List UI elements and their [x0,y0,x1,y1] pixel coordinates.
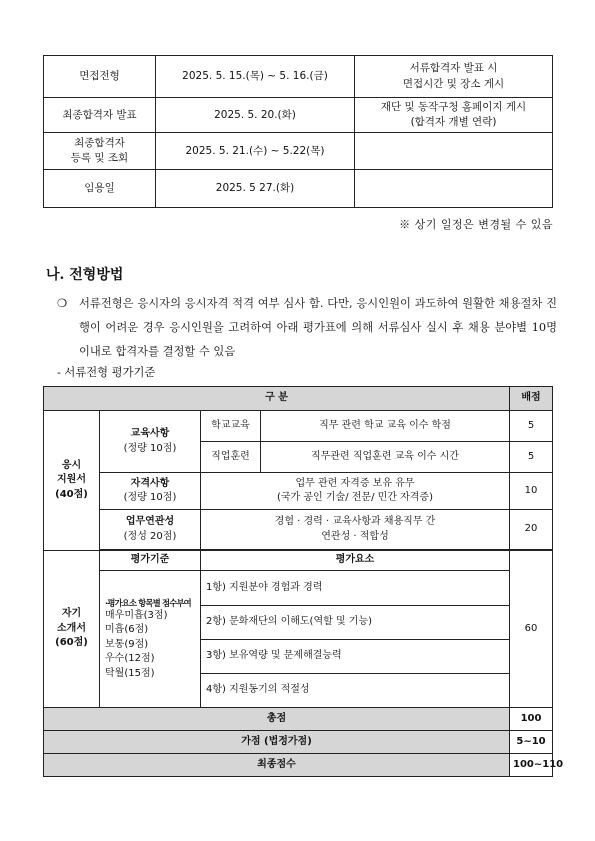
bonus-value: 5~10 [510,731,553,754]
group-application: 응시 지원서 (40점) [44,411,100,551]
schedule-note [355,170,553,208]
schedule-stage: 면접전형 [44,56,156,98]
education-label: 교육사항 (정량 10점) [100,411,201,473]
schedule-date: 2025. 5. 15.(목) ~ 5. 16.(금) [156,56,355,98]
schedule-note: 서류합격자 발표 시 면접시간 및 장소 게시 [355,56,553,98]
table-row [44,411,553,442]
evaluation-table [43,386,564,777]
eval-element: 4항) 지원동기의 적절성 [201,674,510,708]
table-header-row [44,387,553,411]
total-value: 100 [510,708,553,731]
eval-element: 2항) 문화재단의 이해도(역할 및 기능) [201,606,510,640]
education-type: 학교교육 [201,411,261,442]
table-row [44,56,553,98]
schedule-note: 재단 및 동작구청 홈페이지 게시 (합격자 개별 연락) [355,98,553,133]
education-score: 5 [510,411,553,442]
experience-score: 20 [510,510,553,550]
elements-header: 평가요소 [201,551,510,571]
criteria-header: 평가기준 [100,551,201,571]
schedule-date: 2025. 5. 21.(수) ~ 5.22(목) [156,133,355,170]
table-row [44,98,553,133]
total-row [44,708,553,731]
final-label: 최종점수 [44,754,510,777]
qualification-desc: 업무 관련 자격증 보유 유무 (국가 공인 기술/ 전문/ 민간 자격증) [201,473,510,510]
experience-desc: 경험 · 경력 · 교육사항과 채용직무 간 연관성 · 적합성 [201,510,510,550]
bonus-label: 가점 (법정가점) [44,731,510,754]
schedule-note [355,133,553,170]
table-row [44,571,553,606]
header-category: 구 분 [44,387,510,411]
experience-label: 업무연관성 (정성 20점) [100,510,201,550]
table-row [44,170,553,208]
schedule-stage: 최종합격자 발표 [44,98,156,133]
table-row [44,473,553,510]
table-row [44,551,553,571]
eval-element: 3항) 보유역량 및 문제해결능력 [201,640,510,674]
schedule-stage: 최종합격자 등록 및 조회 [44,133,156,170]
schedule-footnote: ※ 상기 일정은 변경될 수 있음 [399,218,553,231]
schedule-stage: 임용일 [44,170,156,208]
education-desc: 직무관련 직업훈련 교육 이수 시간 [261,442,510,473]
schedule-table [43,55,553,208]
section-title: 나. 전형방법 [46,267,124,283]
criteria-levels: ·평가요소 항목별 점수부여 매우미흡(3점) 미흡(6점) 보통(9점) 우수(12점) 탁월(15점) [100,571,201,708]
total-label: 총점 [44,708,510,731]
education-desc: 직무 관련 학교 교육 이수 학점 [261,411,510,442]
table-row [44,133,553,170]
eval-element: 1항) 지원분야 경험과 경력 [201,571,510,606]
education-type: 직업훈련 [201,442,261,473]
final-value: 100~110 [510,754,553,777]
header-score: 배점 [510,387,553,411]
qualification-score: 10 [510,473,553,510]
bonus-row [44,731,553,754]
qualification-label: 자격사항 (정량 10점) [100,473,201,510]
table-row [44,510,553,550]
method-paragraph [57,292,557,364]
intro-score: 60 [510,551,553,708]
final-row [44,754,553,777]
schedule-date: 2025. 5. 20.(화) [156,98,355,133]
eval-criteria-heading: - 서류전형 평가기준 [57,366,156,379]
group-self-intro: 자기 소개서 (60점) [44,551,100,708]
education-score: 5 [510,442,553,473]
circle-bullet-icon: ❍ [57,297,68,310]
method-text: 서류전형은 응시자의 응시자격 적격 여부 심사 함. 다만, 응시인원이 과도하여 원활한 채용절차 진행이 어려운 경우 응시인원을 고려하여 아래 평가표에 의해 서류심사 실시 후 채용 분야별 10명 이내로 합격자를 결정할 수 있음 [79,297,557,358]
schedule-date: 2025. 5 27.(화) [156,170,355,208]
